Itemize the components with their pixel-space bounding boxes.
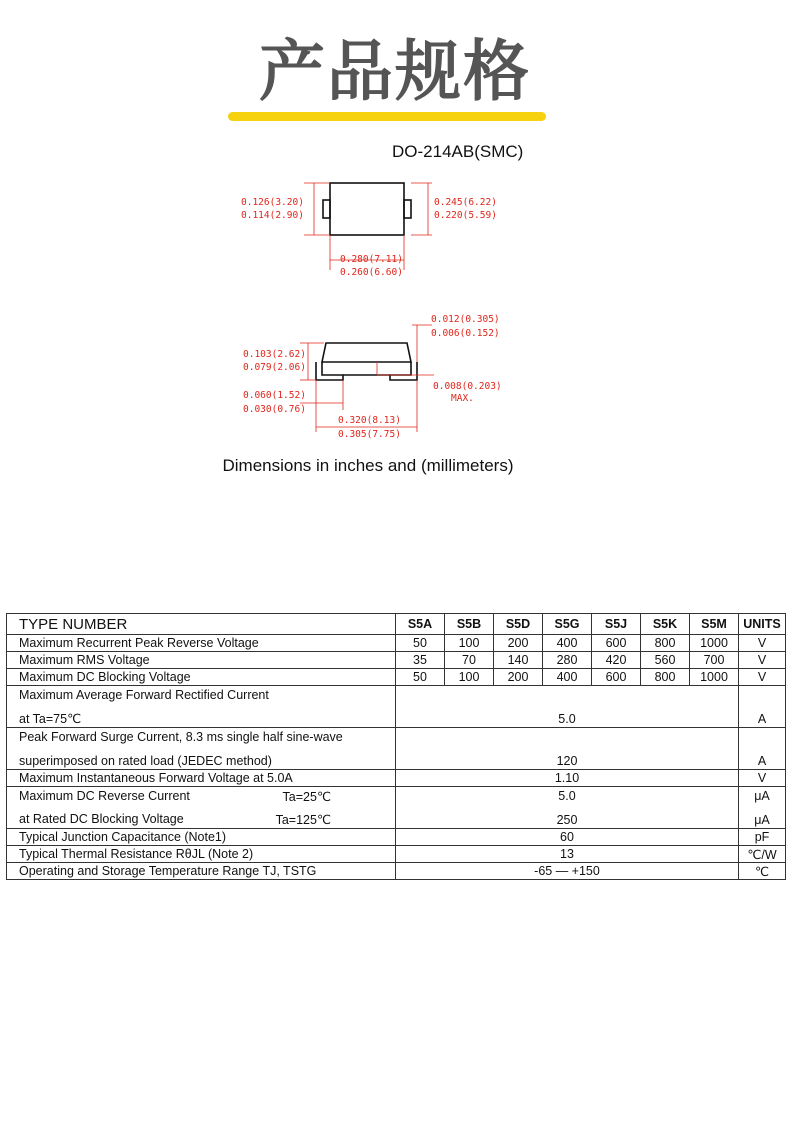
cell-value [396,686,739,728]
cell-unit-text: A [757,753,767,768]
row-label-line1: Peak Forward Surge Current, 8.3 ms single half sine-wave [19,729,343,744]
type-header: S5G [543,614,592,635]
type-number-header: TYPE NUMBER [7,614,396,635]
side-lead-thk-min: 0.006(0.152) [431,328,500,339]
row-condition-1: Ta=25℃ [282,789,331,804]
side-view-outline [316,343,417,380]
top-view-outline [323,183,411,235]
top-length-max: 0.280(7.11) [340,254,403,265]
type-header: S5D [494,614,543,635]
type-header: S5B [445,614,494,635]
top-width-max: 0.245(6.22) [434,197,497,208]
cell-value: 13 [396,846,739,863]
cell-value: 100 [445,635,494,652]
cell-unit: V [739,770,786,787]
cell-value: -65 — +150 [396,863,739,880]
cell-value: 400 [543,635,592,652]
table-row [7,686,786,728]
page-title: 产品规格 [259,33,531,110]
side-standoff-value: 0.008(0.203) [433,381,502,392]
row-label: Maximum Instantaneous Forward Voltage at 5.0A [7,770,396,787]
top-width-min: 0.220(5.59) [434,210,497,221]
cell-value: 700 [690,652,739,669]
type-header: S5J [592,614,641,635]
cell-value: 60 [396,829,739,846]
cell-value: 420 [592,652,641,669]
cell-value-text: 120 [556,753,578,768]
cell-unit: V [739,669,786,686]
cell-unit [739,686,786,728]
side-lead-len-max: 0.060(1.52) [243,390,306,401]
row-label: Typical Thermal Resistance RθJL (Note 2) [7,846,396,863]
side-lead-thk-max: 0.012(0.305) [431,314,500,325]
table-row [7,652,786,669]
cell-unit-text: μA [754,812,770,827]
table-row [7,770,786,787]
drawing-caption: Dimensions in inches and (millimeters) [222,456,514,475]
cell-value: 280 [543,652,592,669]
spec-table [6,613,786,880]
top-height-max: 0.126(3.20) [241,197,304,208]
row-label: Operating and Storage Temperature Range TJ, TSTG [7,863,396,880]
table-row [7,635,786,652]
row-label: Maximum RMS Voltage [7,652,396,669]
side-lead-len-min: 0.030(0.76) [243,404,306,415]
row-label-line1: Maximum Average Forward Rectified Current [19,687,269,702]
cell-value: 200 [494,635,543,652]
units-header: UNITS [739,614,786,635]
package-name: DO-214AB(SMC) [392,142,524,161]
cell-value: 1000 [690,635,739,652]
cell-value: 35 [396,652,445,669]
cell-value: 800 [641,635,690,652]
top-length-min: 0.260(6.60) [340,267,403,278]
cell-unit: V [739,652,786,669]
cell-value: 100 [445,669,494,686]
cell-unit-text: μA [754,788,770,803]
side-standoff-note: MAX. [451,393,474,404]
row-label-line2: at Ta=75℃ [19,711,82,726]
cell-value: 560 [641,652,690,669]
cell-value: 1.10 [396,770,739,787]
cell-unit [739,728,786,770]
cell-value [396,787,739,829]
cell-value-text: 5.0 [558,711,576,726]
cell-value [396,728,739,770]
cell-unit: ℃ [739,863,786,880]
cell-value: 800 [641,669,690,686]
row-label: Maximum Recurrent Peak Reverse Voltage [7,635,396,652]
row-label-line2: superimposed on rated load (JEDEC method) [19,753,272,768]
table-header-row [7,614,786,635]
row-label-line1: Maximum DC Reverse Current [19,788,190,803]
cell-unit: ℃/W [739,846,786,863]
cell-value: 600 [592,669,641,686]
table-row [7,863,786,880]
row-label: Maximum DC Blocking Voltage [7,669,396,686]
type-header: S5M [690,614,739,635]
row-label: Typical Junction Capacitance (Note1) [7,829,396,846]
table-row [7,787,786,829]
row-condition-2: Ta=125℃ [275,812,331,827]
row-label-line2: at Rated DC Blocking Voltage [19,811,184,826]
cell-value: 400 [543,669,592,686]
cell-unit: V [739,635,786,652]
type-header: S5A [396,614,445,635]
row-label [7,686,396,728]
side-body-h-min: 0.079(2.06) [243,362,306,373]
table-row [7,846,786,863]
cell-unit [739,787,786,829]
type-header: S5K [641,614,690,635]
cell-value: 600 [592,635,641,652]
cell-value: 140 [494,652,543,669]
cell-value: 50 [396,635,445,652]
side-overall-min: 0.305(7.75) [338,429,401,440]
row-label [7,728,396,770]
package-dimension-drawing [0,0,790,450]
cell-value: 1000 [690,669,739,686]
cell-value: 70 [445,652,494,669]
table-row [7,669,786,686]
table-row [7,728,786,770]
cell-unit: pF [739,829,786,846]
side-body-h-max: 0.103(2.62) [243,349,306,360]
cell-value-text: 250 [556,812,578,827]
top-height-min: 0.114(2.90) [241,210,304,221]
cell-value: 50 [396,669,445,686]
cell-unit-text: A [757,711,767,726]
side-overall-max: 0.320(8.13) [338,415,401,426]
row-label [7,787,396,829]
cell-value: 200 [494,669,543,686]
table-row [7,829,786,846]
cell-value-text: 5.0 [558,788,576,803]
